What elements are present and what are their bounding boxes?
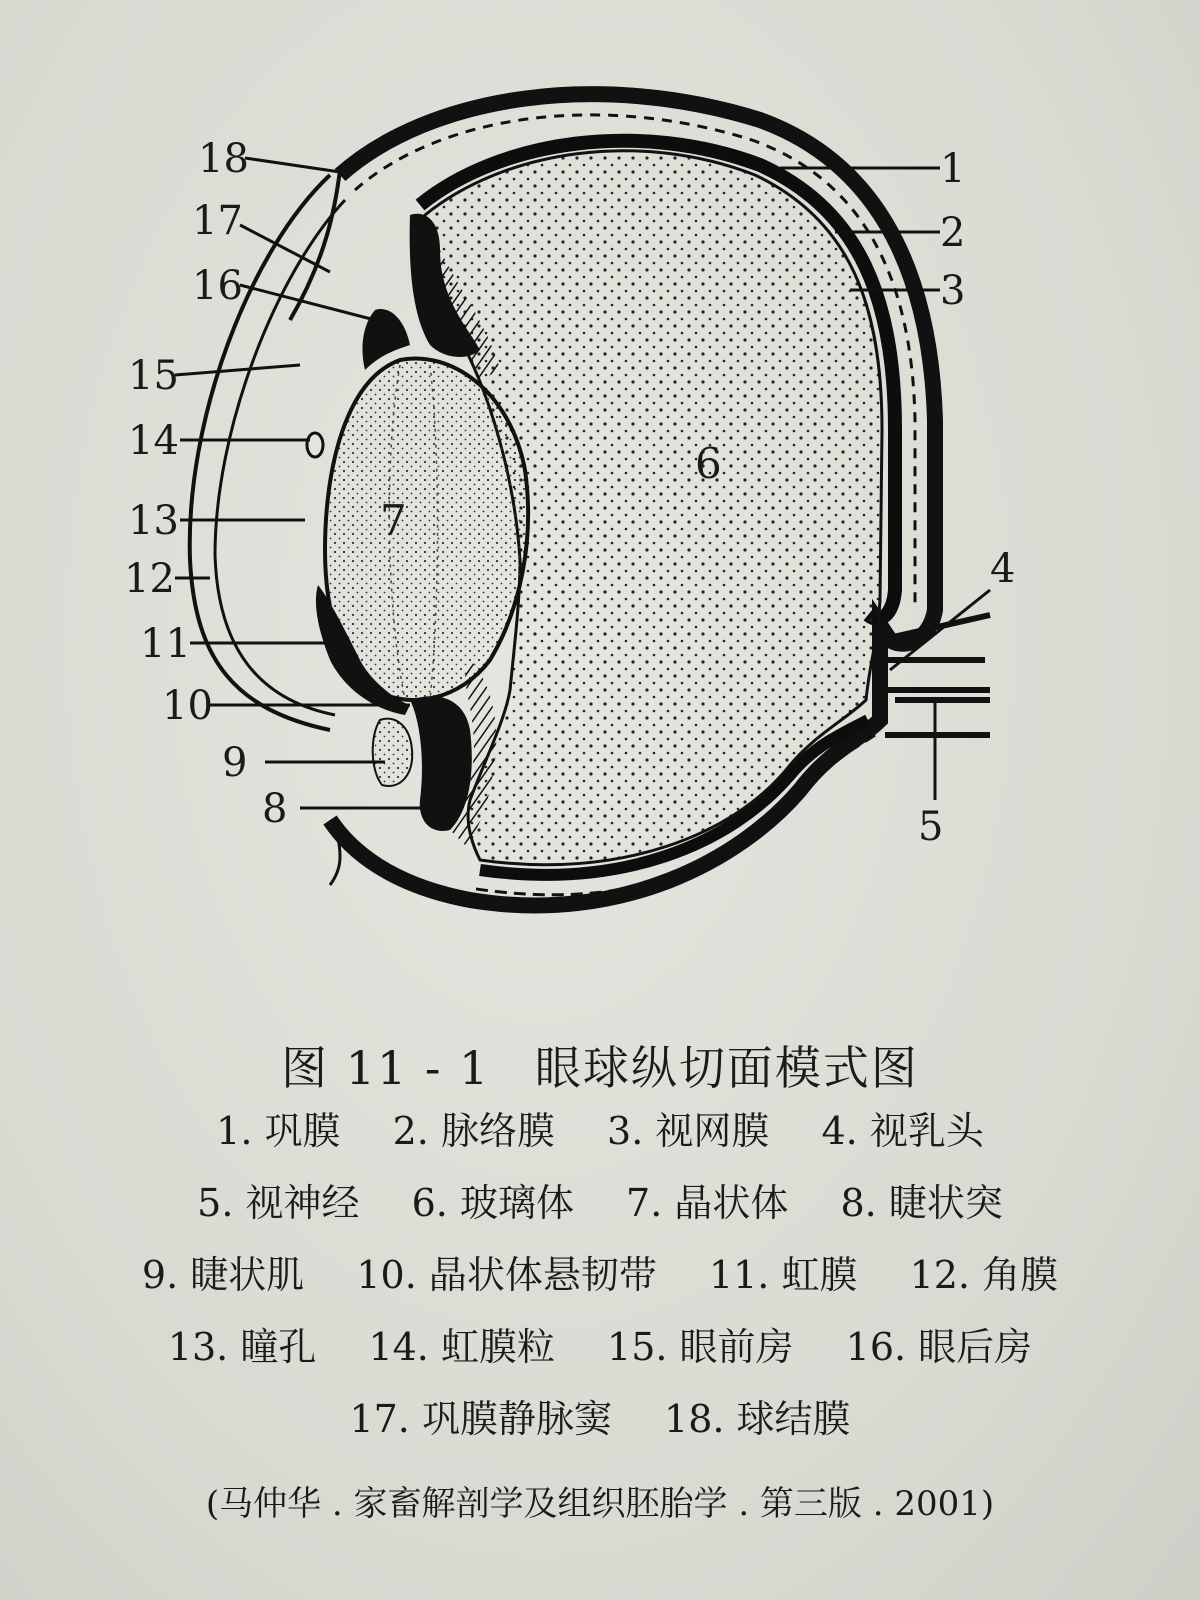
source-citation: (马仲华 . 家畜解剖学及组织胚胎学 . 第三版 . 2001) bbox=[205, 1484, 995, 1524]
callout-10: 10 bbox=[162, 683, 213, 729]
callout-13: 13 bbox=[128, 498, 179, 544]
legend-item: 10. 晶状体悬韧带 bbox=[356, 1253, 657, 1297]
legend-item: 13. 瞳孔 bbox=[167, 1325, 317, 1369]
figure-caption bbox=[0, 1032, 1200, 1098]
legend-item: 5. 视神经 bbox=[197, 1181, 360, 1225]
legend-item: 7. 晶状体 bbox=[626, 1181, 789, 1225]
legend-item: 2. 脉络膜 bbox=[392, 1109, 555, 1153]
legend-item: 14. 虹膜粒 bbox=[368, 1325, 555, 1369]
callout-5: 5 bbox=[918, 804, 944, 850]
callout-16: 16 bbox=[192, 263, 243, 309]
leader-18 bbox=[245, 158, 340, 172]
legend-item: 6. 玻璃体 bbox=[411, 1181, 574, 1225]
leader-15 bbox=[175, 365, 300, 375]
callout-8: 8 bbox=[262, 786, 288, 832]
callout-1: 1 bbox=[940, 146, 966, 192]
vitreous-label: 6 bbox=[695, 439, 722, 488]
legend-row bbox=[0, 1100, 1200, 1155]
legend-item: 9. 睫状肌 bbox=[141, 1253, 305, 1297]
legend-row bbox=[0, 1316, 1200, 1371]
legend-item: 15. 眼前房 bbox=[607, 1325, 794, 1369]
legend-item: 12. 角膜 bbox=[909, 1253, 1059, 1297]
lens-label: 7 bbox=[380, 496, 407, 545]
callout-17: 17 bbox=[192, 198, 243, 244]
legend-item: 3. 视网膜 bbox=[607, 1109, 770, 1153]
granula-iridica bbox=[307, 433, 323, 457]
legend-row bbox=[0, 1172, 1200, 1227]
callout-3: 3 bbox=[940, 268, 966, 314]
legend-item: 17. 巩膜静脉窦 bbox=[349, 1397, 612, 1441]
figure-number: 图 11 - 1 bbox=[281, 1041, 491, 1095]
legend-item: 16. 眼后房 bbox=[845, 1325, 1033, 1369]
ciliary-muscle bbox=[373, 719, 412, 786]
legend-item: 8. 睫状突 bbox=[840, 1181, 1003, 1225]
figure-title: 眼球纵切面模式图 bbox=[534, 1041, 919, 1095]
legend-row bbox=[0, 1388, 1200, 1443]
callout-4: 4 bbox=[990, 546, 1016, 592]
callout-11: 11 bbox=[140, 621, 191, 667]
callout-12: 12 bbox=[124, 556, 175, 602]
callout-18: 18 bbox=[198, 136, 249, 182]
callout-2: 2 bbox=[940, 210, 966, 256]
legend-row bbox=[0, 1244, 1200, 1299]
callout-9: 9 bbox=[222, 740, 248, 786]
callout-15: 15 bbox=[128, 353, 179, 399]
legend-item: 18. 球结膜 bbox=[664, 1397, 851, 1441]
legend-item: 11. 虹膜 bbox=[708, 1253, 858, 1297]
callout-14: 14 bbox=[128, 418, 179, 464]
legend-item: 1. 巩膜 bbox=[216, 1109, 341, 1153]
legend-item: 4. 视乳头 bbox=[821, 1109, 984, 1153]
lens bbox=[325, 358, 528, 700]
